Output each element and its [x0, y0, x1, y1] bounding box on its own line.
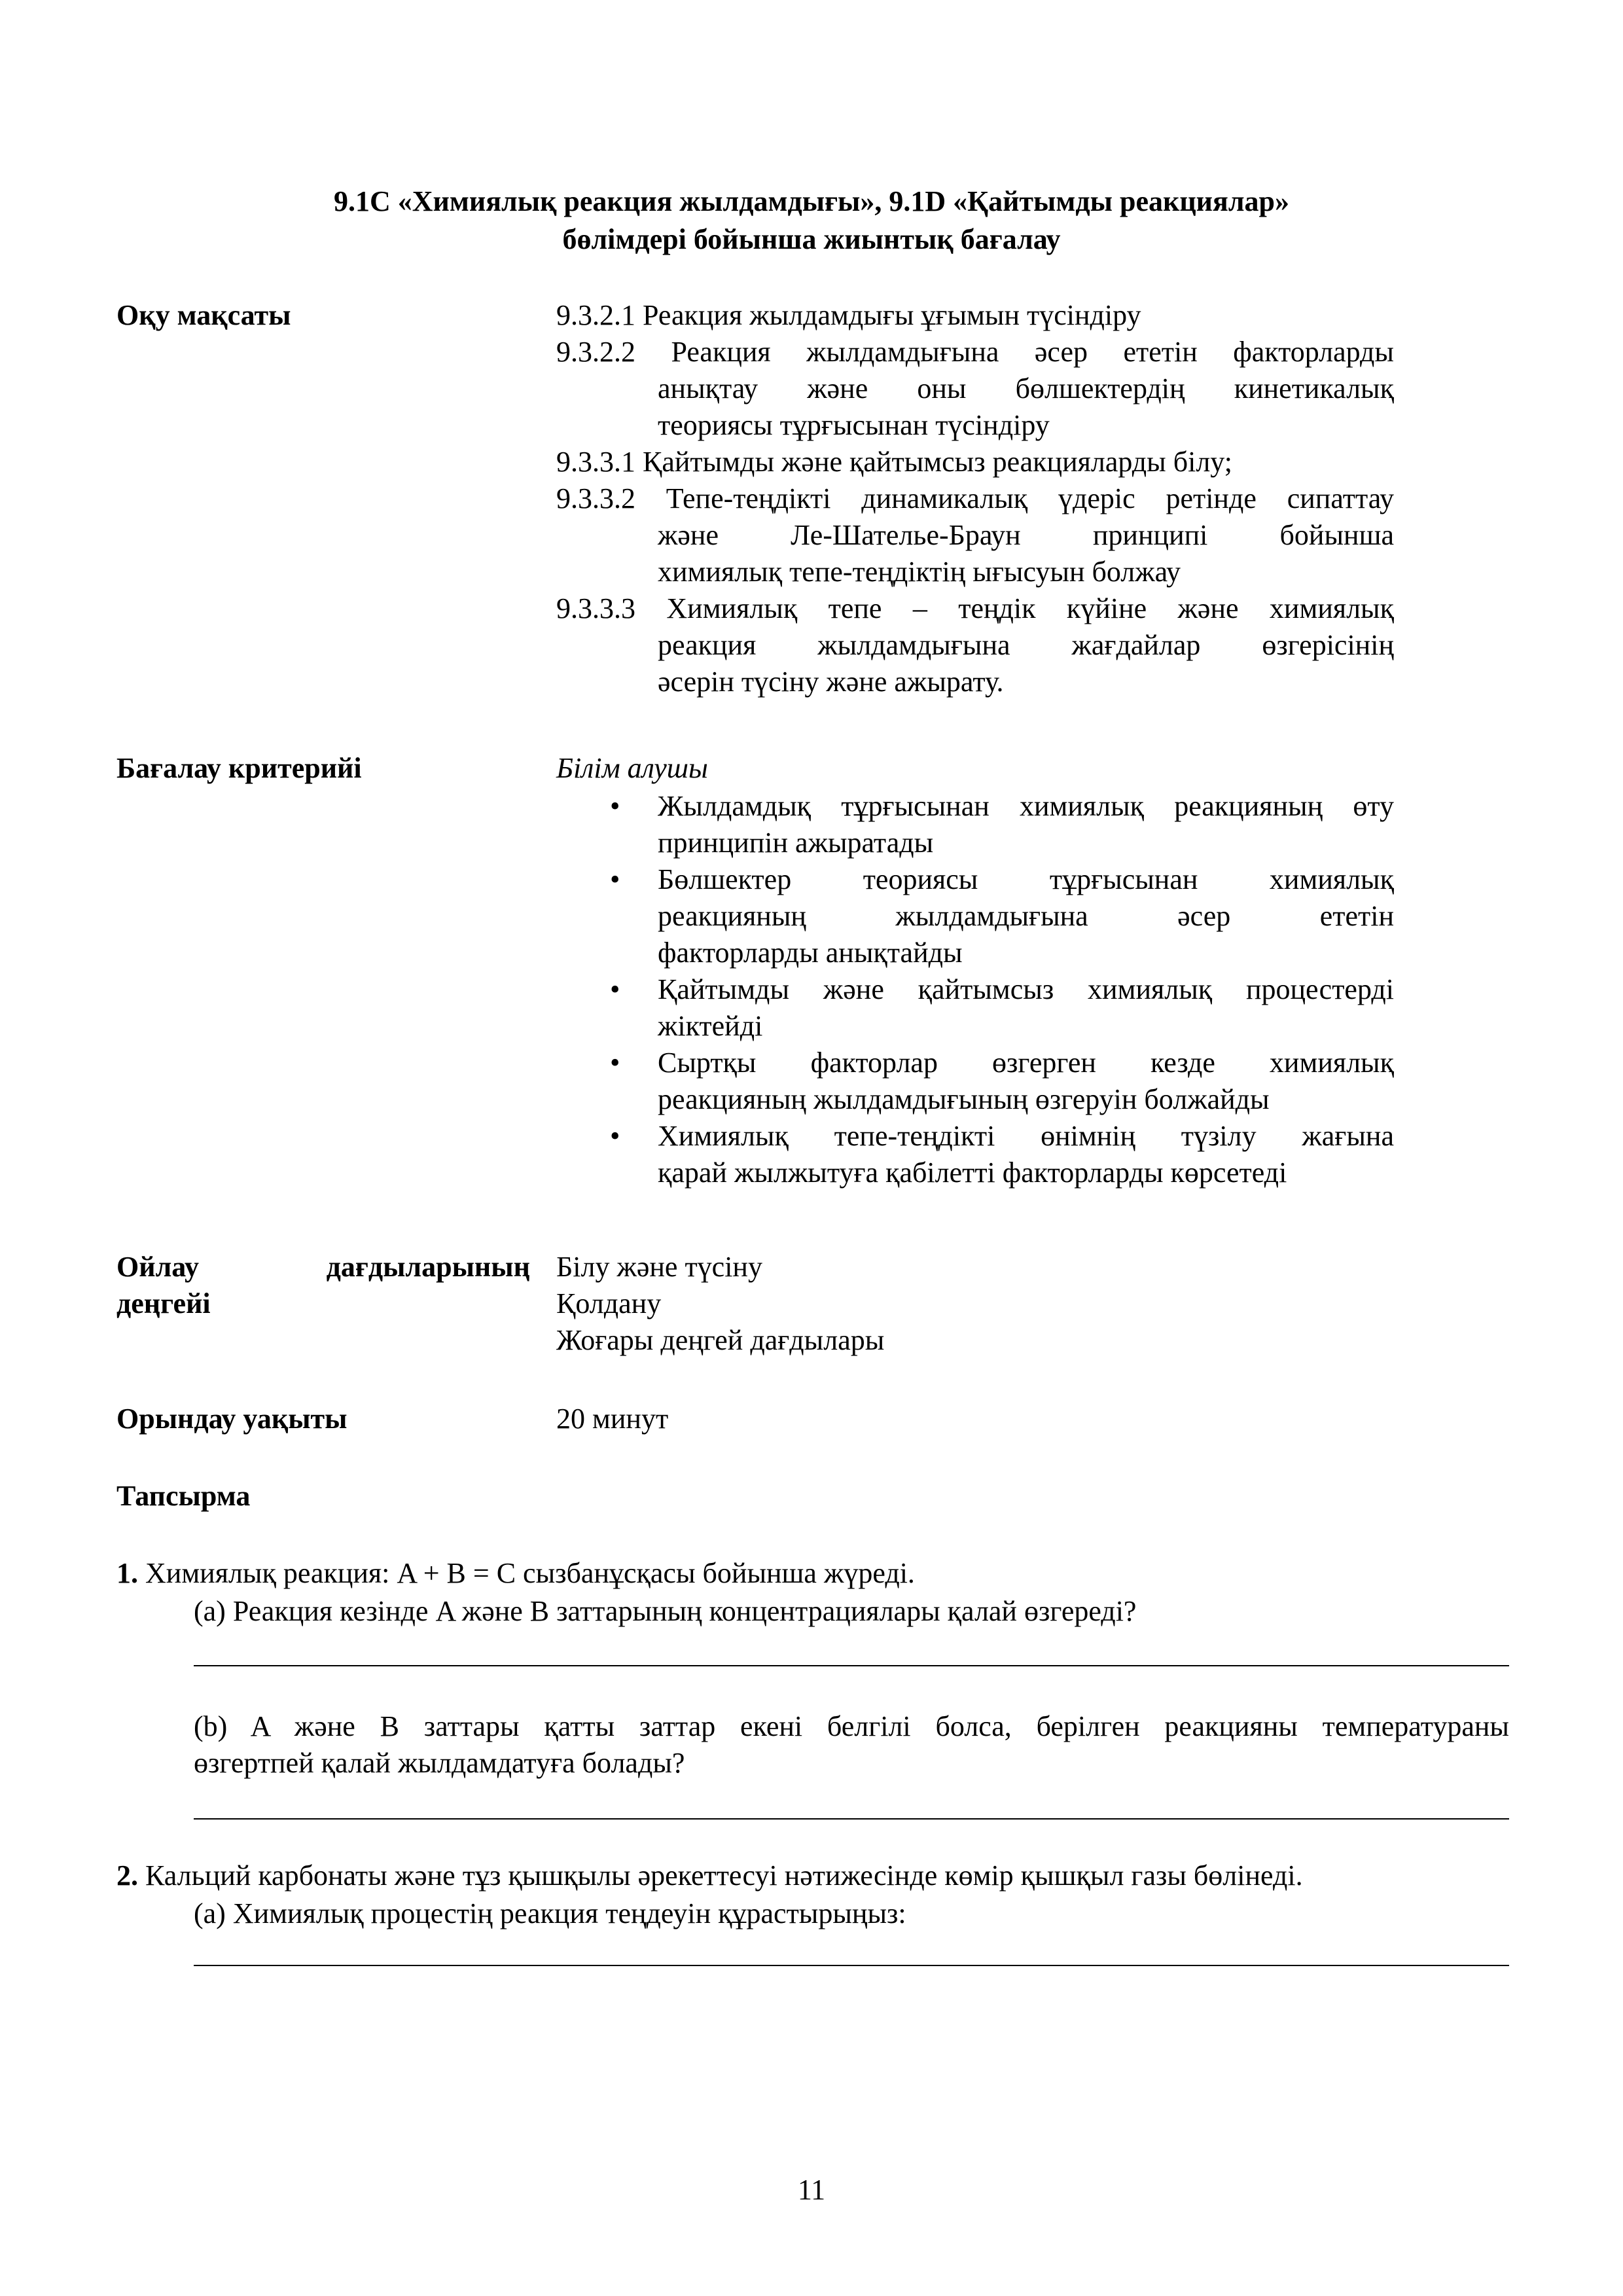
- thinking-level: Жоғары деңгей дағдылары: [556, 1324, 885, 1356]
- criteria-line: Жылдамдық тұрғысынан химиялық реакцияның өту: [658, 790, 1394, 822]
- criteria-intro: Білім алушы: [556, 752, 708, 784]
- answer-line: [194, 1665, 1509, 1666]
- question-1a: (a) Реакция кезінде A және B заттарының концентрациялары қалай өзгереді?: [194, 1595, 1137, 1627]
- objective-item: [556, 334, 1394, 444]
- question-2-number: 2.: [116, 1859, 138, 1892]
- bullet-icon: •: [610, 973, 620, 1005]
- question-1b-line1: (b) A және B заттары қатты заттар екені белгілі болса, берілген реакцияны температураны: [194, 1710, 1509, 1742]
- objectives-list: [556, 297, 1394, 700]
- document-title-line1: 9.1С «Химиялық реакция жылдамдығы», 9.1D «Қайтымды реакциялар»: [334, 185, 1289, 217]
- question-2-text: Кальций карбонаты және тұз қышқылы әрекеттесуі нәтижесінде көмір қышқыл газы бөлінеді.: [138, 1859, 1303, 1892]
- criteria-line: Сыртқы факторлар өзгерген кезде химиялық: [658, 1047, 1394, 1079]
- answer-line: [194, 1818, 1509, 1820]
- thinking-label: [116, 1249, 530, 1322]
- question-1: [116, 1555, 915, 1592]
- objective-line: 9.3.2.1 Реакция жылдамдығы ұғымын түсіндіру: [556, 299, 1141, 331]
- criteria-item: [556, 1045, 1394, 1118]
- question-1-text: Химиялық реакция: A + B = C сызбанұсқасы бойынша жүреді.: [138, 1557, 915, 1589]
- thinking-label-line2: деңгейі: [116, 1287, 211, 1319]
- objective-line: 9.3.3.2 Тепе-теңдікті динамикалық үдеріс ретінде сипаттау: [556, 482, 1394, 514]
- time-value: 20 минут: [556, 1403, 669, 1435]
- criteria-line: реакцияның жылдамдығына әсер ететін: [658, 900, 1394, 932]
- time-label: Орындау уақыты: [116, 1403, 348, 1435]
- bullet-icon: •: [610, 790, 620, 822]
- objective-line: реакция жылдамдығына жағдайлар өзгерісінің: [658, 629, 1394, 661]
- objective-item: [556, 297, 1394, 334]
- criteria-line: жіктейді: [658, 1010, 763, 1042]
- criteria-line: қарай жылжытуға қабілетті факторларды көрсетеді: [658, 1157, 1287, 1189]
- criteria-item: [556, 788, 1394, 861]
- document-title-line2: бөлімдері бойынша жиынтық бағалау: [562, 223, 1061, 255]
- question-2a: (a) Химиялық процестің реакция теңдеуін құрастырыңыз:: [194, 1897, 906, 1929]
- objective-line: теориясы тұрғысынан түсіндіру: [658, 409, 1050, 441]
- question-1b: [194, 1708, 1509, 1782]
- criteria-line: Бөлшектер теориясы тұрғысынан химиялық: [658, 863, 1394, 895]
- question-2: [116, 1857, 1303, 1894]
- answer-line: [194, 1965, 1509, 1966]
- thinking-level: Білу және түсіну: [556, 1251, 762, 1283]
- objective-item: [556, 480, 1394, 590]
- criteria-line: Химиялық тепе-теңдікті өнімнің түзілу жағына: [658, 1120, 1394, 1152]
- criteria-list: [556, 788, 1394, 1191]
- question-1-number: 1.: [116, 1557, 138, 1589]
- thinking-level: Қолдану: [556, 1287, 662, 1319]
- question-1b-line2: өзгертпей қалай жылдамдатуға болады?: [194, 1747, 685, 1779]
- criteria-line: Қайтымды және қайтымсыз химиялық процестерді: [658, 973, 1394, 1005]
- objective-line: анықтау және оны бөлшектердің кинетикалық: [658, 372, 1394, 404]
- objective-item: [556, 444, 1394, 480]
- page-number: 11: [797, 2174, 826, 2206]
- thinking-label-line1: Ойлау дағдыларының: [116, 1251, 530, 1283]
- bullet-icon: •: [610, 863, 620, 895]
- objective-item: [556, 590, 1394, 700]
- criteria-item: [556, 861, 1394, 971]
- objective-line: 9.3.3.1 Қайтымды және қайтымсыз реакцияларды білу;: [556, 446, 1232, 478]
- criteria-item: [556, 1118, 1394, 1191]
- objective-line: әсерін түсіну және ажырату.: [658, 666, 1004, 698]
- criteria-label: Бағалау критерийі: [116, 752, 362, 784]
- thinking-levels: [556, 1249, 884, 1359]
- objective-line: химиялық тепе-теңдіктің ығысуын болжау: [658, 556, 1181, 588]
- task-heading: Тапсырма: [116, 1480, 251, 1512]
- objective-line: және Ле-Шателье-Браун принципі бойынша: [658, 519, 1394, 551]
- objectives-label: Оқу мақсаты: [116, 299, 291, 331]
- bullet-icon: •: [610, 1047, 620, 1079]
- objective-line: 9.3.3.3 Химиялық тепе – теңдік күйіне және химиялық: [556, 592, 1394, 624]
- bullet-icon: •: [610, 1120, 620, 1152]
- criteria-line: факторларды анықтайды: [658, 937, 963, 969]
- criteria-item: [556, 971, 1394, 1045]
- criteria-line: принципін ажыратады: [658, 827, 934, 859]
- criteria-line: реакцияның жылдамдығының өзгеруін болжайды: [658, 1083, 1270, 1115]
- objective-line: 9.3.2.2 Реакция жылдамдығына әсер ететін факторларды: [556, 336, 1394, 368]
